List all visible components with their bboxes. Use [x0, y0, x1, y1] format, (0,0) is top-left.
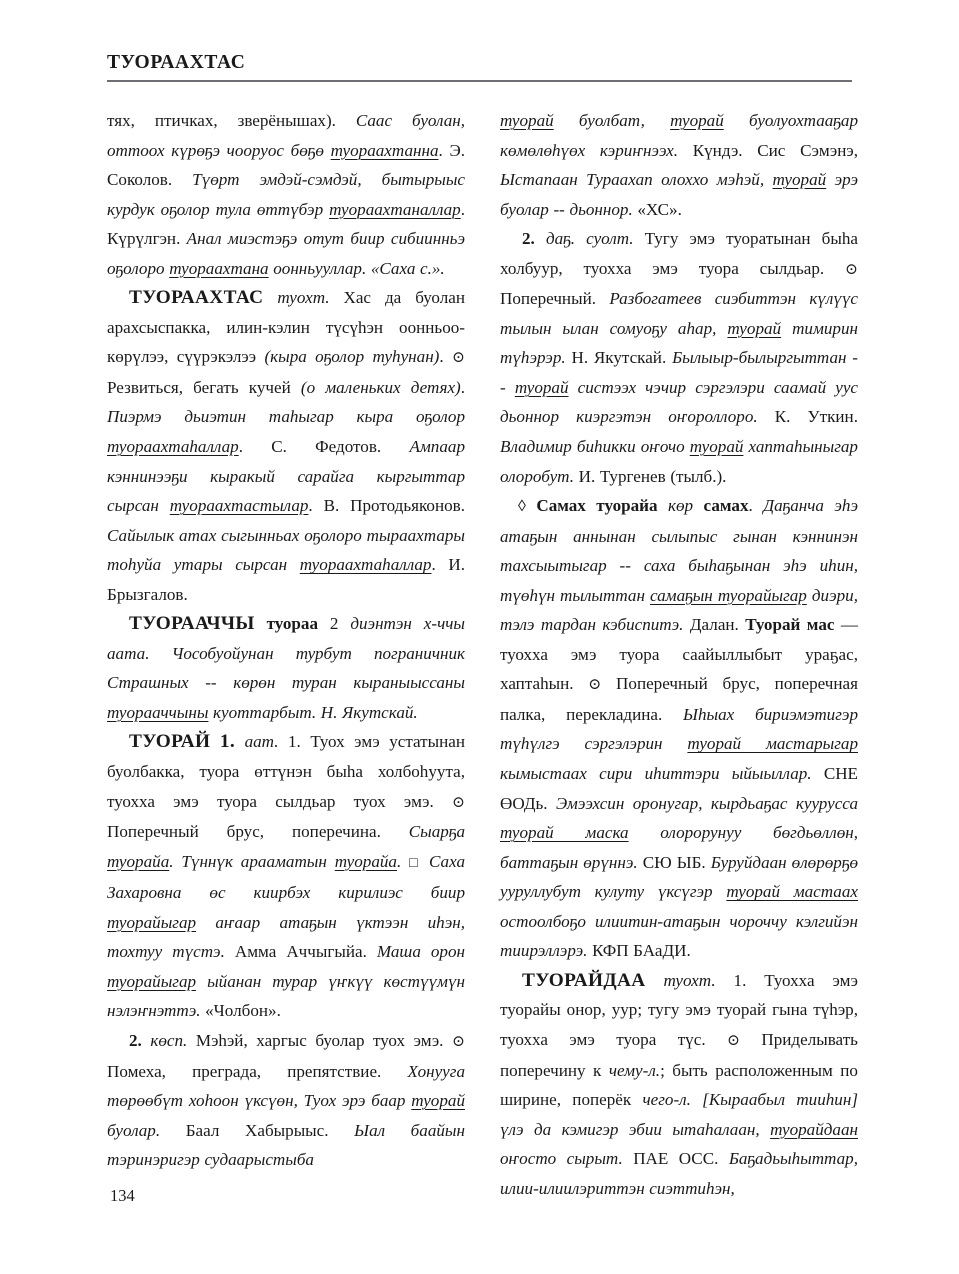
definition-note: чего-л. [642, 1090, 691, 1110]
example-text: Былыыр-былыргыттан -- [500, 348, 858, 397]
keyword: туорай маска [500, 823, 629, 843]
russian-equivalent-marker-icon: ⊙ [588, 676, 602, 694]
keyword: туорай [514, 377, 569, 397]
example-text: Анал миэстэҕэ отут биир сибиинньэ оҕолоро [107, 229, 465, 278]
source-ref: И. Тургенев (тылб.). [578, 466, 727, 486]
phraseology-block: ◊ Самах туорайа көр самах. Даҕанча эһэ атаҕын аннынан сылыпыс гынан кэннинэн тахсыытыгар -- саха быһаҕынан эһэ иһин, түөһүн тылыттан самаҕын туорайыгар диэри, тэлэ тардан кэбиспитэ. Далан. Туорай мас — туохха эмэ туора саайыллыбыт ураҕас, хаптаһын. ⊙ Поперечный брус, поперечная палка, перекладина. Ыһыах бириэмэтигэр түһүлгэ сэргэлэрин туорай мастарыгар кымыстаах сири иһиттэри ыйыыллар. СНЕ ӨОДь. Эмээхсин оронугар, кырдьаҕас куурусса туорай маска олорорунуу бөгдьөллөн, баттаҕын өрүннэ. СЮ ЫБ. Буруйдаан өлөрөрҕө ууруллубут кулуту үксүгэр туорай мастаах остоолбоҕо илиитин-атаҕын чороччу кэлгийэн тиирэллэрэ. КФП БАаДИ. [500, 496, 859, 961]
example-text: Сайылык атах сыгынньах оҕолоро тыраахтары тоһуйа утары сырсан [107, 525, 465, 575]
russian-equivalent-marker-icon: ⊙ [726, 1031, 740, 1049]
definition-note: (о маленьких детях) [300, 377, 461, 397]
keyword: туорайа [107, 851, 170, 871]
part-of-speech: туохт. [663, 970, 716, 990]
example-text: Маша орон [376, 942, 465, 962]
dictionary-entry-tuoraachchy [107, 609, 465, 727]
source-ref: ПАЕ ОСС. [633, 1149, 729, 1169]
headword: ТУОРАЙ [129, 731, 211, 753]
source-ref: К. Уткин. [774, 407, 858, 427]
example-text: ыйанан турар үҥкүү көстүүмүн нэлэҥнэттэ. [107, 971, 465, 1021]
keyword: туорай [500, 111, 554, 130]
definition-russian: Поперечный брус, поперечина. [107, 822, 409, 842]
header-rule [107, 80, 852, 82]
source-ref: СНЕ ӨОДь. [500, 764, 858, 813]
em-dash: — [840, 615, 859, 635]
collocation: . Түннүк арааматын [169, 851, 335, 871]
part-of-speech: туохт. [277, 288, 330, 308]
right-column [500, 106, 858, 1203]
keyword: самаҕын туорайыгар [649, 585, 807, 605]
definition-russian [691, 1090, 702, 1109]
keyword: туорай мастаах [726, 882, 858, 902]
source-ref: КФП БАаДИ. [592, 941, 691, 961]
source-ref: Баал Хабырыыс. [185, 1120, 355, 1140]
sense-2-tuoray-1 [107, 1026, 465, 1175]
example-text: Владимир биһикки оҥочо [500, 437, 690, 457]
usage-label: көсп. [150, 1030, 188, 1050]
keyword: туораахтастылар [169, 496, 309, 516]
keyword: туорайа [334, 851, 397, 871]
example-text: Ампаар кэннинээҕи кыракый сарайга кыргыттар сырсан [107, 437, 465, 516]
example-text: Пиэрмэ дьиэтин таһыгар кыра оҕолор [107, 407, 465, 427]
source-ref: . Күрүлгэн. [107, 199, 465, 249]
example-text: Ыһыах бириэмэтигэр түһүлгэ сэргэлэрин [500, 704, 858, 754]
headword: ТУОРАЙДАА [522, 969, 646, 991]
russian-equivalent-marker-icon: ⊙ [452, 793, 465, 811]
sense-2-adjectival [500, 224, 858, 491]
example-text: [Кыраабыл тииһин] үлэ да кэмигэр эбии ытаһалаан, [500, 1090, 858, 1139]
definition-sakha: Хас да буолан арахсыспакка, илин-кэлин түсүһэн оонньоо-көрүлээ, сүүрэкэлээ [107, 288, 465, 367]
definition-sakha: Туох эмэ устатынан буолбакка, туора өттүнэн быһа холбоһуута, туохха эмэ туора сылдьар туох эмэ. [107, 732, 466, 811]
definition-sakha: Туохха эмэ туорайы онор, уур; тугу эмэ туорай гына түһэр, туохха эмэ туора түс. [500, 970, 859, 1049]
page-number: 134 [110, 1186, 135, 1205]
example-text: олорорунуу бөгдьөллөн, баттаҕын өрүннэ. [500, 823, 858, 872]
homonym-number: 2 [329, 614, 339, 634]
phraseology-marker-icon: ◊ [518, 498, 526, 516]
illustration-marker-icon: □ [409, 854, 422, 871]
part-of-speech: аат. [244, 732, 279, 752]
keyword: туорай [727, 318, 782, 338]
left-column [107, 106, 465, 1203]
definition-sakha: туохха эмэ туора саайыллыбыт ураҕас, хаптаһын. [500, 644, 858, 694]
homonym-number: 1. [219, 731, 236, 753]
example-text: тимирин түһэрэр. [500, 318, 858, 368]
sense-number: 2. [129, 1030, 142, 1050]
example-text: аҥаар атаҕын үктээн иһэн, тохтуу түстэ. [107, 912, 465, 962]
example-text: оонньууллар. «Саха с.». [268, 258, 445, 278]
example-text: диэри, тэлэ тардан кэбиспитэ. [500, 585, 858, 635]
russian-equivalent-marker-icon: ⊙ [845, 260, 858, 278]
source-ref: Күндэ. Сис Сэмэнэ, [692, 140, 858, 160]
definition-russian: Помеха, преграда, препятствие. [107, 1061, 408, 1081]
example-text: Чособуойунан турбут пограничник Страшных -- көрөн туран кыраныыссаны [107, 643, 466, 693]
example-text: эрэ буолар -- дьоннор. [500, 170, 858, 219]
headword: ТУОРААХТАС [129, 287, 264, 309]
example-text: Буруйдаан өлөрөрҕө ууруллубут кулуту үксүгэр [500, 852, 859, 902]
example-text: кымыстаах сири иһиттэри ыйыыллар. [500, 764, 824, 784]
definition-russian: ; быть расположенным по ширине, поперёк [500, 1060, 858, 1110]
dictionary-entry-tuoraahtas: ТУОРААХТАС туохт. Хас да буолан арахсыспакка, илин-кэлин түсүһэн оонньоо-көрүлээ, сүүрэкэлээ (кыра оҕолор туһунан). ⊙ Резвиться, бегать кучей (о маленьких детях). Пиэрмэ дьиэтин таһыгар кыра оҕолор туораахтаһаллар. С. Федотов. Ампаар кэннинээҕи кыракый сарайга кыргыттар сырсан туораахтастылар. В. Протодьяконов. Сайылык атах сыгынньах оҕолоро тыраахтары тоһуйа утары сырсан туораахтаһаллар. И. Брызгалов. [107, 287, 466, 604]
example-text: хаптаһыныгар олоробут. [500, 437, 858, 486]
keyword: туорайдаан [770, 1119, 858, 1139]
example-text: Саас буолан, оттоох күрөҕэ чооруос бөҕө [107, 111, 466, 160]
carryover-text: тях, птичках, зверёнышах). [107, 111, 356, 130]
definition-sakha: Тугу эмэ туоратынан быһа холбуур, туохха эмэ туора сылдьар. [500, 229, 858, 278]
source-ref: Н. Якутскай. [571, 348, 673, 368]
phrase-headword: Самах туорайа [536, 496, 658, 516]
dictionary-entry-tuoraydaa [500, 966, 858, 1203]
source-ref: «ХС». [637, 199, 682, 219]
sense-number: 2. [522, 229, 535, 249]
source-ref: . В. Протодьяконов. [308, 496, 466, 516]
carryover-paragraph-right [500, 106, 858, 224]
source-ref: Амма Аччыгыйа. [234, 942, 377, 962]
example-text: остоолбоҕо илиитин-атаҕын чороччу кэлгийэн тиирэллэрэ. [500, 911, 858, 961]
example-text: оҥосто сырыт. [500, 1149, 634, 1169]
keyword: туорай [670, 111, 724, 130]
keyword: туорайыгар [107, 912, 197, 932]
collocation-end: . [396, 851, 410, 871]
carryover-paragraph [107, 106, 465, 283]
source-ref: . И. Брызгалов. [107, 555, 465, 604]
collocation: Сыарҕа [408, 822, 465, 842]
definition-russian: Резвиться, бегать кучей [107, 377, 301, 397]
keyword: туораахтаһаллар [299, 555, 432, 575]
definition-sakha: Мэһэй, харгыс буолар туох эмэ. [195, 1030, 452, 1050]
definition-note: чему-л. [608, 1060, 661, 1080]
source-ref: Далан. [689, 615, 746, 635]
body-columns [107, 106, 858, 1203]
dictionary-entry-tuoray-1 [107, 727, 465, 1025]
example-text: Ыал баайын тэринэригэр судаарыстыба [107, 1120, 465, 1170]
example-text: Хонууга төрөөбүт хоһоон үксүөн, Туох эрэ баар [107, 1061, 465, 1111]
example-text: Түөрт эмдэй-сэмдэй, бытырыыс курдук оҕолор тула өттүбэр [107, 170, 465, 219]
keyword: туорайыгар [107, 971, 197, 991]
example-text: куоттарбыт. Н. Якутскай. [208, 702, 418, 722]
source-ref: . Э. Соколов. [107, 140, 466, 190]
source-ref: СЮ ЫБ. [642, 852, 711, 872]
example-text: Ыстапаан Тураахап олоххо мэһэй, [500, 170, 773, 190]
keyword: туораахтанна [330, 140, 439, 160]
definition-russian: Поперечный брус, поперечная палка, перекладина. [500, 674, 858, 724]
example-text: буолбат, [553, 111, 671, 130]
definition-russian: Приделывать поперечину к [500, 1029, 858, 1080]
keyword: туорай [411, 1091, 465, 1111]
example-text: Эмээхсин оронугар, кырдьаҕас куурусса [555, 793, 858, 813]
russian-equivalent-marker-icon: ⊙ [452, 349, 466, 367]
source-ref: «Чолбон». [205, 1001, 281, 1021]
cross-reference-target: самах [703, 496, 749, 516]
cross-reference-label: көр [657, 496, 704, 516]
definition-russian: Поперечный. [500, 289, 610, 309]
base-form: туораа [266, 614, 319, 634]
phrase-headword: Туорай мас [745, 615, 835, 635]
keyword: туораахтаналлар [329, 199, 461, 219]
sense-number: 1. [287, 732, 301, 752]
example-text: систээх чэчир сэргэлэри саамай уус дьоннор киэргэтэн оҥороллоро. [500, 377, 858, 427]
example-text: буолуохтааҕар көмөлөһүөх кэриҥнээх. [500, 111, 858, 160]
keyword: туораахтана [169, 258, 269, 278]
keyword: туорай [772, 170, 827, 190]
running-head [107, 52, 852, 82]
keyword: туорай мастарыгар [687, 734, 858, 754]
keyword: туораахтаһаллар [107, 437, 239, 457]
running-head-title: ТУОРААХТАС [107, 52, 246, 73]
headword: ТУОРААЧЧЫ [129, 613, 255, 635]
part-of-speech: диэнтэн х-ччы аата. [107, 614, 465, 663]
example-text: Разбогатеев сиэбиттэн күлүүс тылын ылан сомуоҕу аһар, [500, 289, 858, 338]
keyword: туорай [689, 437, 744, 457]
keyword: туорааччыны [107, 702, 209, 722]
example-text: буолар. [107, 1120, 186, 1140]
example-text: Баҕадьыһыттар, илии-илиилэриттэн сиэттиһэн, [500, 1149, 858, 1198]
example-text: Саха Захаровна өс киирбэх кирилиэс биир [107, 851, 465, 903]
usage-label: даҕ. суолт. [545, 229, 634, 249]
sense-number: 1. [733, 970, 747, 990]
definition-note: (кыра оҕолор туһунан) [264, 347, 440, 367]
example-text: Даҕанча эһэ атаҕын аннынан сылыпыс гынан кэннинэн тахсыытыгар -- саха быһаҕынан эһэ иһин, түөһүн тылыттан [500, 496, 858, 605]
russian-equivalent-marker-icon: ⊙ [451, 1032, 465, 1050]
source-ref: . С. Федотов. [238, 437, 410, 457]
